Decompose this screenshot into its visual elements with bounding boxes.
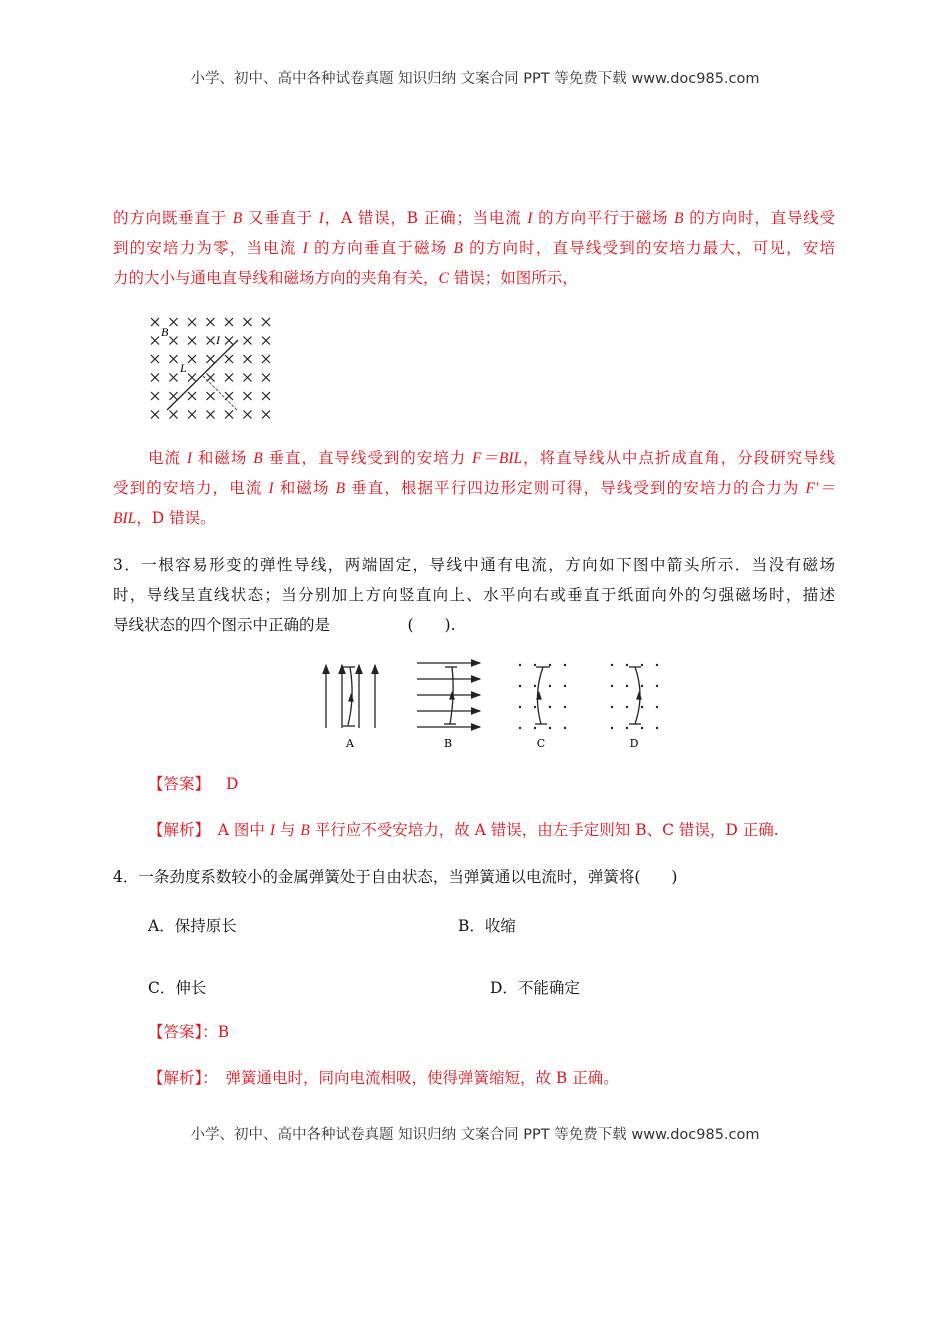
field-cross-mark (151, 337, 159, 345)
text-line (113, 508, 835, 529)
field-dot-mark (549, 706, 551, 708)
text-segment: 的方向既垂直于 (113, 209, 233, 227)
text-segment: ，将直导线从中点折成直角，分段研究导线 (522, 449, 835, 467)
q4-option-d: D．不能确定 (490, 979, 580, 997)
diagram-a (326, 665, 375, 728)
field-cross-mark (225, 337, 233, 345)
field-cross-mark (244, 392, 252, 400)
text-segment: 又垂直于 (242, 209, 319, 227)
text-segment: 导线状态的四个图示中正确的是 ( ). (113, 616, 456, 634)
text-segment: 时，导线呈直线状态；当分别加上方向竖直向上、水平向右或垂直于纸面向外的匀强磁场时，描述 (113, 586, 835, 604)
field-cross-mark (188, 355, 196, 363)
text-segment: 到的安培力为零，当电流 (113, 239, 303, 257)
text-line (113, 585, 835, 605)
italic-symbol: I (318, 210, 324, 227)
field-cross-mark (188, 337, 196, 345)
field-cross-mark (170, 411, 178, 419)
text-segment: 错误；如图所示， (448, 269, 578, 287)
field-dot-mark (519, 685, 521, 687)
magnetic-field-figure (145, 310, 280, 425)
text-line (148, 448, 835, 468)
field-dot-mark (519, 727, 521, 729)
field-cross-mark (188, 374, 196, 382)
option-label-c: C (536, 737, 546, 750)
field-dot-mark (641, 727, 643, 729)
text-segment: 力的大小与通电直导线和磁场方向的夹角有关， (113, 269, 439, 287)
text-segment: 的方向时，直导线受 (683, 209, 835, 227)
diagram-d (611, 664, 658, 729)
field-dot-mark (626, 664, 628, 666)
italic-symbol: C (438, 270, 449, 287)
field-cross-mark (244, 374, 252, 382)
field-cross-mark (244, 355, 252, 363)
field-cross-mark (225, 318, 233, 326)
field-dot-mark (611, 685, 613, 687)
option-label-d: D (629, 737, 639, 750)
italic-symbol: B (300, 822, 310, 839)
text-segment: 【答案】：B (148, 1023, 230, 1041)
field-cross-mark (207, 392, 215, 400)
text-segment: 平行应不受安培力，故 A 错误，由左手定则知 B、C 错误，D 正确. (309, 821, 779, 839)
text-segment: 受到的安培力，电流 (113, 479, 269, 497)
italic-symbol: I (186, 450, 192, 467)
field-dot-mark (549, 727, 551, 729)
text-line (113, 208, 835, 228)
field-dot-mark (656, 685, 658, 687)
field-cross-mark (188, 411, 196, 419)
field-dot-mark (611, 706, 613, 708)
italic-symbol: I (268, 480, 274, 497)
field-dot-mark (564, 706, 566, 708)
field-cross-mark (151, 392, 159, 400)
q3-answer (148, 774, 870, 794)
field-dot-mark (564, 727, 566, 729)
field-cross-mark (188, 318, 196, 326)
field-cross-mark (207, 337, 215, 345)
field-dot-mark (656, 706, 658, 708)
field-cross-mark (170, 392, 178, 400)
field-dot-mark (564, 685, 566, 687)
field-dot-mark (656, 727, 658, 729)
field-cross-mark (225, 411, 233, 419)
diagram-b (417, 663, 480, 727)
field-dot-mark (626, 706, 628, 708)
field-dot-mark (611, 727, 613, 729)
q4-option-b: B．收缩 (458, 917, 516, 935)
field-dot-mark (534, 706, 536, 708)
field-cross-mark (244, 318, 252, 326)
field-cross-mark (244, 337, 252, 345)
text-segment: 电流 (148, 449, 187, 467)
text-segment: 【解析】 A 图中 (148, 821, 270, 839)
text-segment: 垂直，根据平行四边形定则可得，导线受到的安培力的合力为 (345, 479, 806, 497)
field-cross-mark (262, 337, 270, 345)
answer-label: 【答案】 (148, 775, 211, 793)
field-dot-mark (641, 706, 643, 708)
page-header: 小学、初中、高中各种试卷真题 知识归纳 文案合同 PPT 等免费下载 www.doc985.com (190, 71, 760, 87)
field-cross-mark (262, 392, 270, 400)
q4-answer (148, 1022, 870, 1042)
text-segment: 与 (274, 821, 301, 839)
wire-line (167, 340, 238, 410)
text-segment: ，A 错误，B 正确；当电流 (323, 209, 528, 227)
field-dot-mark (534, 685, 536, 687)
field-cross-mark (244, 411, 252, 419)
field-dot-mark (534, 664, 536, 666)
q4-option-a: A．保持原长 (148, 917, 237, 935)
text-line (113, 555, 835, 575)
field-dot-mark (549, 685, 551, 687)
text-segment: 垂直，直导线受到的安培力 (262, 449, 473, 467)
field-dot-mark (641, 685, 643, 687)
text-segment: 3．一根容易形变的弹性导线，两端固定，导线中通有电流，方向如下图中箭头所示．当没有磁场 (113, 556, 835, 574)
field-cross-mark (225, 374, 233, 382)
field-cross-mark (262, 374, 270, 382)
field-dot-mark (626, 727, 628, 729)
text-segment: 的方向垂直于磁场 (307, 239, 454, 257)
label-l: L (180, 361, 187, 375)
wire-options-figure (315, 655, 675, 755)
field-cross-mark (151, 411, 159, 419)
field-dot-mark (641, 664, 643, 666)
italic-symbol: B (335, 480, 346, 497)
field-dot-mark (656, 664, 658, 666)
italic-symbol: BIL (113, 510, 137, 527)
text-line (113, 615, 835, 635)
q3-analysis (148, 820, 870, 841)
field-cross-mark (170, 318, 178, 326)
italic-symbol: I (269, 822, 275, 839)
option-label-a: A (346, 737, 354, 750)
field-cross-mark (207, 411, 215, 419)
q4-option-c: C．伸长 (148, 979, 207, 997)
field-cross-mark (262, 411, 270, 419)
text-line (113, 268, 835, 289)
text-segment: 4．一条劲度系数较小的金属弹簧处于自由状态，当弹簧通以电流时，弹簧将( ) (113, 868, 678, 886)
italic-symbol: B (253, 450, 263, 467)
field-cross-mark (262, 318, 270, 326)
field-cross-mark (225, 355, 233, 363)
text-segment: 的方向时，直导线受到的安培力最大，可见，安培 (463, 239, 835, 257)
page-footer: 小学、初中、高中各种试卷真题 知识归纳 文案合同 PPT 等免费下载 www.doc985.com (190, 1127, 760, 1143)
italic-symbol: I (527, 210, 533, 227)
text-segment: 和磁场 (273, 479, 336, 497)
diagram-c (519, 664, 566, 729)
field-cross-mark (151, 355, 159, 363)
text-segment: 的方向平行于磁场 (532, 209, 675, 227)
field-dot-mark (534, 727, 536, 729)
field-dot-mark (564, 664, 566, 666)
field-cross-mark (207, 318, 215, 326)
field-cross-mark (170, 355, 178, 363)
field-cross-mark (151, 318, 159, 326)
option-label-b: B (443, 737, 453, 750)
field-cross-mark (207, 355, 215, 363)
text-line (113, 478, 835, 498)
italic-symbol: F′＝ (805, 480, 835, 497)
italic-symbol: B (453, 240, 463, 257)
text-segment: ，D 错误。 (136, 509, 216, 527)
field-cross-mark (262, 355, 270, 363)
italic-symbol: B (674, 210, 684, 227)
field-dot-mark (611, 664, 613, 666)
q4-analysis (148, 1068, 870, 1088)
field-cross-mark (188, 392, 196, 400)
answer-value: D (226, 775, 239, 793)
text-line (113, 238, 835, 258)
italic-symbol: I (302, 240, 308, 257)
q4-stem (113, 867, 835, 887)
field-dot-mark (519, 664, 521, 666)
field-dot-mark (519, 706, 521, 708)
field-cross-mark (170, 337, 178, 345)
italic-symbol: F＝BIL (472, 450, 523, 467)
text-segment: 【解析】： 弹簧通电时，同向电流相吸，使得弹簧缩短，故 B 正确。 (148, 1069, 619, 1087)
field-cross-mark (170, 374, 178, 382)
label-i: I (216, 333, 220, 347)
field-dot-mark (549, 664, 551, 666)
label-b: B (161, 325, 169, 339)
field-dot-mark (626, 685, 628, 687)
field-cross-mark (151, 374, 159, 382)
italic-symbol: B (232, 210, 243, 227)
text-segment: 和磁场 (192, 449, 254, 467)
